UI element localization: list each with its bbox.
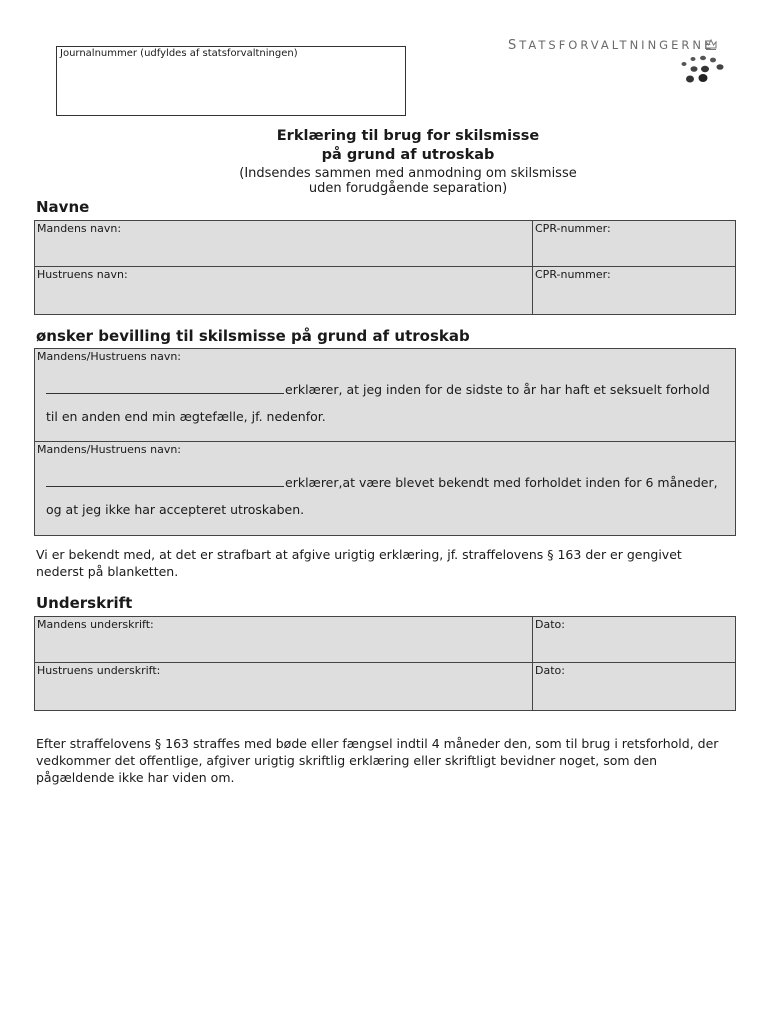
wife-cpr-label: CPR-nummer: <box>535 268 611 281</box>
law-text: Efter straffelovens § 163 straffes med bøde eller fængsel indtil 4 måneder den, som til brug i retsforhold, der vedkommer det offentlige, afgiver urigtig skriftlig erklæring eller skriftligt bevidner noget, som den pågældende ikke har viden om. <box>36 736 719 785</box>
names-heading: Navne <box>36 198 90 216</box>
form-title-line1: Erklæring til brug for skilsmisse <box>276 128 540 144</box>
husband-name-label: Mandens navn: <box>37 222 122 235</box>
declaration-block-1[interactable] <box>35 349 735 442</box>
form-subtitle-line2: uden forudgående separation) <box>308 181 508 196</box>
husband-date-label: Dato: <box>535 618 565 631</box>
husband-cpr-label: CPR-nummer: <box>535 222 611 235</box>
wife-date-field[interactable] <box>533 663 735 710</box>
signature-name-line-1[interactable] <box>46 393 284 394</box>
signature-name-line-2[interactable] <box>46 486 284 487</box>
crown-icon <box>704 36 718 55</box>
husband-name-field[interactable] <box>35 221 533 267</box>
wife-name-field[interactable] <box>35 267 533 314</box>
declaration-text-2b: og at jeg ikke har accepteret utroskaben. <box>46 502 305 517</box>
wife-signature-field[interactable] <box>35 663 533 710</box>
husband-signature-label: Mandens underskrift: <box>37 618 154 631</box>
declaration-text-1b: til en anden end min ægtefælle, jf. nedenfor. <box>46 409 326 424</box>
declaration-block-2[interactable] <box>35 442 735 535</box>
wife-signature-label: Hustruens underskrift: <box>37 664 161 677</box>
declaration-table <box>34 348 736 536</box>
husband-cpr-field[interactable] <box>533 221 735 267</box>
declaration-text-2a: erklærer,at være blevet bekendt med forholdet inden for 6 måneder, <box>46 475 718 490</box>
legal-notice: Vi er bekendt med, at det er strafbart at afgive urigtig erklæring, jf. straffelovens § 163 der er gengivet nederst på blanketten. <box>36 547 682 579</box>
journal-number-field[interactable] <box>56 46 406 116</box>
declaration-text-1a: erklærer, at jeg inden for de sidste to år har haft et seksuelt forhold <box>46 382 710 397</box>
signature-table <box>34 616 736 711</box>
wife-cpr-field[interactable] <box>533 267 735 314</box>
declaration-name-label-1: Mandens/Hustruens navn: <box>37 350 182 363</box>
form-subtitle-line1: (Indsendes sammen med anmodning om skilsmisse <box>239 166 577 181</box>
names-table <box>34 220 736 315</box>
husband-date-field[interactable] <box>533 617 735 663</box>
signature-heading: Underskrift <box>36 594 133 612</box>
request-heading: ønsker bevilling til skilsmisse på grund af utroskab <box>36 327 470 345</box>
declaration-name-label-2: Mandens/Hustruens navn: <box>37 443 182 456</box>
husband-signature-field[interactable] <box>35 617 533 663</box>
dots-logo-icon <box>676 54 726 92</box>
logo-text: STATSFORVALTNINGERNE <box>508 38 715 53</box>
wife-name-label: Hustruens navn: <box>37 268 128 281</box>
journal-number-label: Journalnummer (udfyldes af statsforvaltningen) <box>60 48 298 59</box>
wife-date-label: Dato: <box>535 664 565 677</box>
form-title-line2: på grund af utroskab <box>321 147 495 163</box>
